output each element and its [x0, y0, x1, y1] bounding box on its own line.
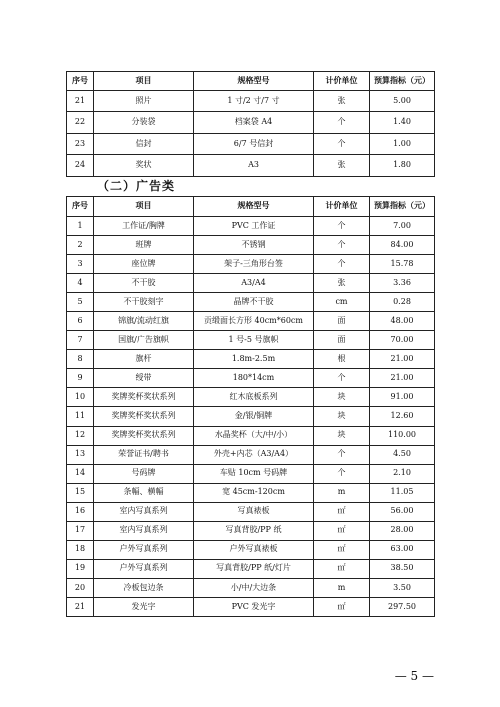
cell-unit: m [314, 578, 370, 597]
cell-spec: 晶牌不干胶 [194, 293, 314, 312]
cell-no: 13 [67, 445, 94, 464]
cell-budget: 5.00 [370, 91, 435, 112]
cell-no: 21 [67, 597, 94, 616]
cell-budget: 28.00 [370, 521, 435, 540]
cell-item: 室内写真系列 [94, 521, 194, 540]
cell-item: 奖牌奖杯奖状系列 [94, 407, 194, 426]
header-unit: 计价单位 [314, 72, 370, 91]
header-no: 序号 [67, 72, 94, 91]
table-row [67, 483, 435, 502]
cell-spec: 写真背胶/PP 纸/灯片 [194, 559, 314, 578]
cell-no: 3 [67, 255, 94, 274]
cell-no: 22 [67, 112, 94, 133]
cell-item: 不干胶刻字 [94, 293, 194, 312]
cell-budget: 48.00 [370, 312, 435, 331]
table-header-row [67, 72, 435, 91]
cell-item: 不干胶 [94, 274, 194, 293]
cell-budget: 3.36 [370, 274, 435, 293]
cell-spec: PVC 工作证 [194, 217, 314, 236]
table-row [67, 578, 435, 597]
table-row [67, 464, 435, 483]
cell-item: 发光字 [94, 597, 194, 616]
header-spec: 规格型号 [194, 72, 314, 91]
cell-no: 8 [67, 350, 94, 369]
cell-budget: 1.80 [370, 155, 435, 176]
table-row [67, 369, 435, 388]
cell-unit: 个 [314, 133, 370, 154]
cell-item: 奖状 [94, 155, 194, 176]
table-row [67, 91, 435, 112]
cell-budget: 0.28 [370, 293, 435, 312]
cell-item: 室内写真系列 [94, 502, 194, 521]
header-unit: 计价单位 [314, 197, 370, 217]
cell-unit: 个 [314, 236, 370, 255]
cell-budget: 2.10 [370, 464, 435, 483]
cell-spec: 小/中/大边条 [194, 578, 314, 597]
cell-spec: A3/A4 [194, 274, 314, 293]
cell-item: 分装袋 [94, 112, 194, 133]
cell-no: 4 [67, 274, 94, 293]
table-row [67, 426, 435, 445]
cell-item: 户外写真系列 [94, 559, 194, 578]
table-row [67, 112, 435, 133]
cell-no: 15 [67, 483, 94, 502]
cell-budget: 56.00 [370, 502, 435, 521]
table-row [67, 540, 435, 559]
budget-table-office-supplies [66, 71, 435, 177]
cell-spec: 1 号-5 号旗帜 [194, 331, 314, 350]
cell-spec: 贡缎面长方形 40cm*60cm [194, 312, 314, 331]
cell-item: 座位牌 [94, 255, 194, 274]
cell-budget: 63.00 [370, 540, 435, 559]
cell-item: 工作证/胸牌 [94, 217, 194, 236]
cell-budget: 12.60 [370, 407, 435, 426]
cell-spec: 金/银/铜牌 [194, 407, 314, 426]
cell-spec: 6/7 号信封 [194, 133, 314, 154]
cell-spec: 写真裱板 [194, 502, 314, 521]
cell-item: 照片 [94, 91, 194, 112]
cell-no: 12 [67, 426, 94, 445]
cell-no: 23 [67, 133, 94, 154]
cell-no: 20 [67, 578, 94, 597]
budget-table-advertising [66, 196, 435, 617]
table-body [67, 91, 435, 177]
cell-spec: A3 [194, 155, 314, 176]
cell-spec: 180*14cm [194, 369, 314, 388]
header-item: 项目 [94, 197, 194, 217]
cell-item: 国旗/广告旗帜 [94, 331, 194, 350]
cell-budget: 297.50 [370, 597, 435, 616]
cell-unit: 面 [314, 331, 370, 350]
header-spec: 规格型号 [194, 197, 314, 217]
cell-unit: 个 [314, 217, 370, 236]
cell-budget: 15.78 [370, 255, 435, 274]
cell-item: 条幅、横幅 [94, 483, 194, 502]
table-row [67, 502, 435, 521]
cell-no: 1 [67, 217, 94, 236]
cell-unit: 块 [314, 407, 370, 426]
cell-unit: ㎡ [314, 540, 370, 559]
cell-no: 19 [67, 559, 94, 578]
cell-budget: 91.00 [370, 388, 435, 407]
cell-budget: 11.05 [370, 483, 435, 502]
cell-unit: cm [314, 293, 370, 312]
cell-item: 旗杆 [94, 350, 194, 369]
cell-spec: 1 寸/2 寸/7 寸 [194, 91, 314, 112]
cell-unit: 张 [314, 155, 370, 176]
cell-budget: 70.00 [370, 331, 435, 350]
cell-no: 24 [67, 155, 94, 176]
cell-unit: 个 [314, 112, 370, 133]
page-number: — 5 — [394, 669, 434, 683]
cell-item: 冷板包边条 [94, 578, 194, 597]
table-row [67, 445, 435, 464]
cell-unit: 根 [314, 350, 370, 369]
cell-budget: 3.50 [370, 578, 435, 597]
cell-item: 奖牌奖杯奖状系列 [94, 426, 194, 445]
cell-unit: 块 [314, 426, 370, 445]
cell-unit: 面 [314, 312, 370, 331]
cell-budget: 38.50 [370, 559, 435, 578]
cell-item: 号码牌 [94, 464, 194, 483]
cell-item: 绶带 [94, 369, 194, 388]
header-budget: 预算指标（元） [370, 197, 435, 217]
cell-no: 7 [67, 331, 94, 350]
cell-unit: 块 [314, 388, 370, 407]
cell-no: 21 [67, 91, 94, 112]
cell-spec: 车贴 10cm 号码牌 [194, 464, 314, 483]
table-row [67, 255, 435, 274]
cell-unit: m [314, 483, 370, 502]
cell-no: 11 [67, 407, 94, 426]
table-row [67, 407, 435, 426]
cell-no: 17 [67, 521, 94, 540]
cell-budget: 1.00 [370, 133, 435, 154]
cell-item: 奖牌奖杯奖状系列 [94, 388, 194, 407]
cell-spec: 不锈钢 [194, 236, 314, 255]
cell-spec: 水晶奖杯（大/中/小） [194, 426, 314, 445]
cell-unit: ㎡ [314, 521, 370, 540]
cell-spec: 外壳+内芯（A3/A4） [194, 445, 314, 464]
cell-no: 10 [67, 388, 94, 407]
cell-unit: 个 [314, 369, 370, 388]
table-row [67, 155, 435, 176]
cell-item: 荣誉证书/聘书 [94, 445, 194, 464]
table-row [67, 217, 435, 236]
cell-no: 6 [67, 312, 94, 331]
cell-unit: ㎡ [314, 502, 370, 521]
cell-budget: 4.50 [370, 445, 435, 464]
cell-item: 班牌 [94, 236, 194, 255]
header-no: 序号 [67, 197, 94, 217]
table-row [67, 274, 435, 293]
cell-spec: 写真背胶/PP 纸 [194, 521, 314, 540]
cell-no: 16 [67, 502, 94, 521]
cell-unit: 个 [314, 445, 370, 464]
table-row [67, 312, 435, 331]
cell-unit: 个 [314, 464, 370, 483]
cell-no: 2 [67, 236, 94, 255]
cell-spec: 红木底板系列 [194, 388, 314, 407]
cell-budget: 1.40 [370, 112, 435, 133]
table-row [67, 597, 435, 616]
table-row [67, 236, 435, 255]
cell-budget: 21.00 [370, 369, 435, 388]
header-budget: 预算指标（元） [370, 72, 435, 91]
cell-unit: 张 [314, 91, 370, 112]
cell-unit: ㎡ [314, 559, 370, 578]
section-title: （二）广告类 [97, 179, 176, 193]
cell-no: 14 [67, 464, 94, 483]
cell-budget: 21.00 [370, 350, 435, 369]
table-row [67, 331, 435, 350]
cell-no: 9 [67, 369, 94, 388]
table-row [67, 388, 435, 407]
table-row [67, 521, 435, 540]
table-row [67, 293, 435, 312]
cell-no: 5 [67, 293, 94, 312]
table-row [67, 559, 435, 578]
cell-spec: 档案袋 A4 [194, 112, 314, 133]
cell-unit: 张 [314, 274, 370, 293]
cell-spec: 架子-三角形台签 [194, 255, 314, 274]
header-item: 项目 [94, 72, 194, 91]
cell-spec: 户外写真裱板 [194, 540, 314, 559]
cell-no: 18 [67, 540, 94, 559]
cell-unit: 个 [314, 255, 370, 274]
cell-budget: 7.00 [370, 217, 435, 236]
cell-spec: PVC 发光字 [194, 597, 314, 616]
cell-item: 信封 [94, 133, 194, 154]
cell-spec: 宽 45cm-120cm [194, 483, 314, 502]
table-row [67, 350, 435, 369]
table-body [67, 217, 435, 617]
table-row [67, 133, 435, 154]
cell-item: 户外写真系列 [94, 540, 194, 559]
cell-budget: 84.00 [370, 236, 435, 255]
cell-budget: 110.00 [370, 426, 435, 445]
cell-unit: ㎡ [314, 597, 370, 616]
cell-spec: 1.8m-2.5m [194, 350, 314, 369]
table-header-row [67, 197, 435, 217]
cell-item: 锦旗/流动红旗 [94, 312, 194, 331]
